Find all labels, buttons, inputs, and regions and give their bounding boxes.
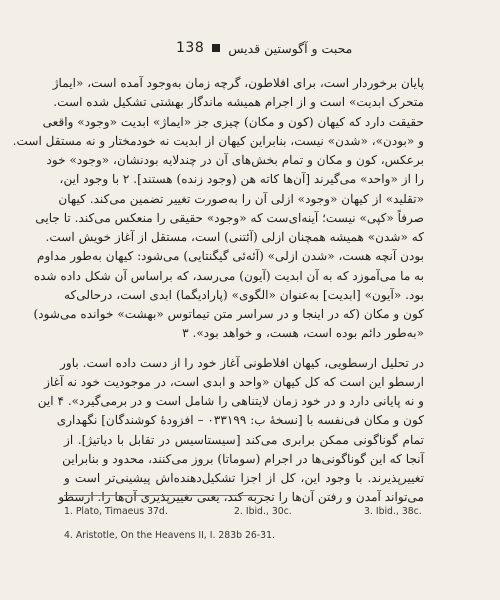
- text-line: تغییرپذیرند. با وجود این، کل از اجزا تشکیل‌دهنده‌اش پیشینی‌تر است و: [64, 471, 424, 485]
- text-line: متحرک ابدیت» است و از اجرام همیشه ماندگار بهشتی تشکیل شده است.: [53, 95, 424, 110]
- footnote-row: [64, 503, 454, 521]
- paragraph-2: [37, 354, 424, 508]
- text-line: ارسطو این است که کل کیهان «واحد و ابدی است، در موجودیت خود نه آغاز: [44, 374, 424, 389]
- text-line: می‌تواند آمدن و رفتن آن‌ها را تجربه کند، یعنی تغییرپذیری آن‌ها را. ارسطو: [58, 490, 424, 505]
- text-line: بود. «آیون» [ابدیت] به‌عنوان «الگوی» (پارادیگما) ابدی است، درحالی‌که: [64, 287, 424, 302]
- footnote-3: 3. Ibid., 38c.: [364, 506, 422, 517]
- text-line: آنجا که این گوناگونی‌ها در اجرام (سوماتا) بروز می‌کنند، محدود و بنابراین: [62, 451, 424, 466]
- running-title: محبت و آگوستین قدیس: [228, 40, 353, 56]
- page-header: [176, 38, 426, 58]
- text-line: بودن آنچه هست، «شدن ازلی» (آئه‌ئی گیگنتایی) می‌شود: کیهان به‌طور مداوم: [36, 249, 424, 264]
- text-line: تمام گوناگونی ممکن برابری می‌کند [سیستاسیس در تقابل با دیاتیژ]. از: [64, 432, 424, 447]
- page-number: 138: [176, 40, 205, 56]
- text-line: «به‌طور دائم بوده است، هست، و خواهد بود». ۳: [182, 326, 424, 341]
- footnote-separator: [64, 495, 264, 496]
- text-line: کون و مکان (که در اینجا و در سراسر متن تیماتوس «بهشت» خوانده می‌شود): [33, 307, 424, 321]
- footnote-1: 1. Plato, Timaeus 37d.: [64, 506, 168, 517]
- paragraph-gap: [64, 344, 424, 354]
- text-line: را از «واحد» می‌گیرند [آن‌ها کاته هن (وجود زنده) هستند]. ۲ با وجود این،: [59, 172, 424, 187]
- text-line: که «شدن» همیشه همچنان ازلی (آئتنی) است، مستقل از آغاز خویش است.: [45, 230, 424, 244]
- text-line: حقیقت دارد که کیهان (کون و مکان) چیزی جز «ایماژ» ابدیت «وجود» واقعی: [42, 114, 424, 129]
- footnote-2: 2. Ibid., 30c.: [234, 506, 292, 517]
- text-line: و «بودن»، «شدن» نیست، بنابراین کیهان از ابدیت نه خودمختار و نه مستقل است.: [12, 133, 424, 148]
- footnote-4: 4. Aristotle, On the Heavens II, I. 283b 26-31.: [64, 530, 275, 541]
- footnotes: [64, 503, 454, 545]
- paragraph-1: [12, 74, 424, 344]
- text-line: و نه پایانی دارد و در خود زمان لایتناهی را شامل است و در برمی‌گیرد». ۴ این: [37, 394, 424, 408]
- text-line: در تحلیل ارسطویی، کیهان افلاطونی آغاز خود را از دست داده است. باور: [60, 355, 424, 370]
- text-line: به ما می‌آموزد که به آن ابدیت (آیون) می‌رسد، که براساس آن شکل داده شده: [33, 268, 424, 283]
- text-line: «تقلید» از کیهان «وجود» ازلی آن را به‌صورت تغییر تضمین می‌کند. کیهان: [58, 191, 424, 206]
- footnote-row: [64, 527, 454, 545]
- text-line: کون و مکان فی‌نفسه با [نسخهٔ ب: ۰۳۳۱۹۹ – افزودهٔ کوشندگان] نگهداری: [56, 413, 424, 428]
- body-text: [12, 74, 424, 508]
- header-square-icon: [212, 44, 220, 52]
- text-line: صرفاً «کپی» نیست؛ آینه‌ای‌ست که «وجود» حقیقی را منعکس می‌کند. تا جایی: [35, 210, 424, 225]
- text-line: برعکس، کون و مکان و تمام بخش‌های آن در چندلایه بودنشان، «وجود» خود: [46, 153, 424, 167]
- text-line: پایان برخوردار است، برای افلاطون، گرچه زمان به‌وجود آمده است، «ایماژ: [52, 76, 424, 90]
